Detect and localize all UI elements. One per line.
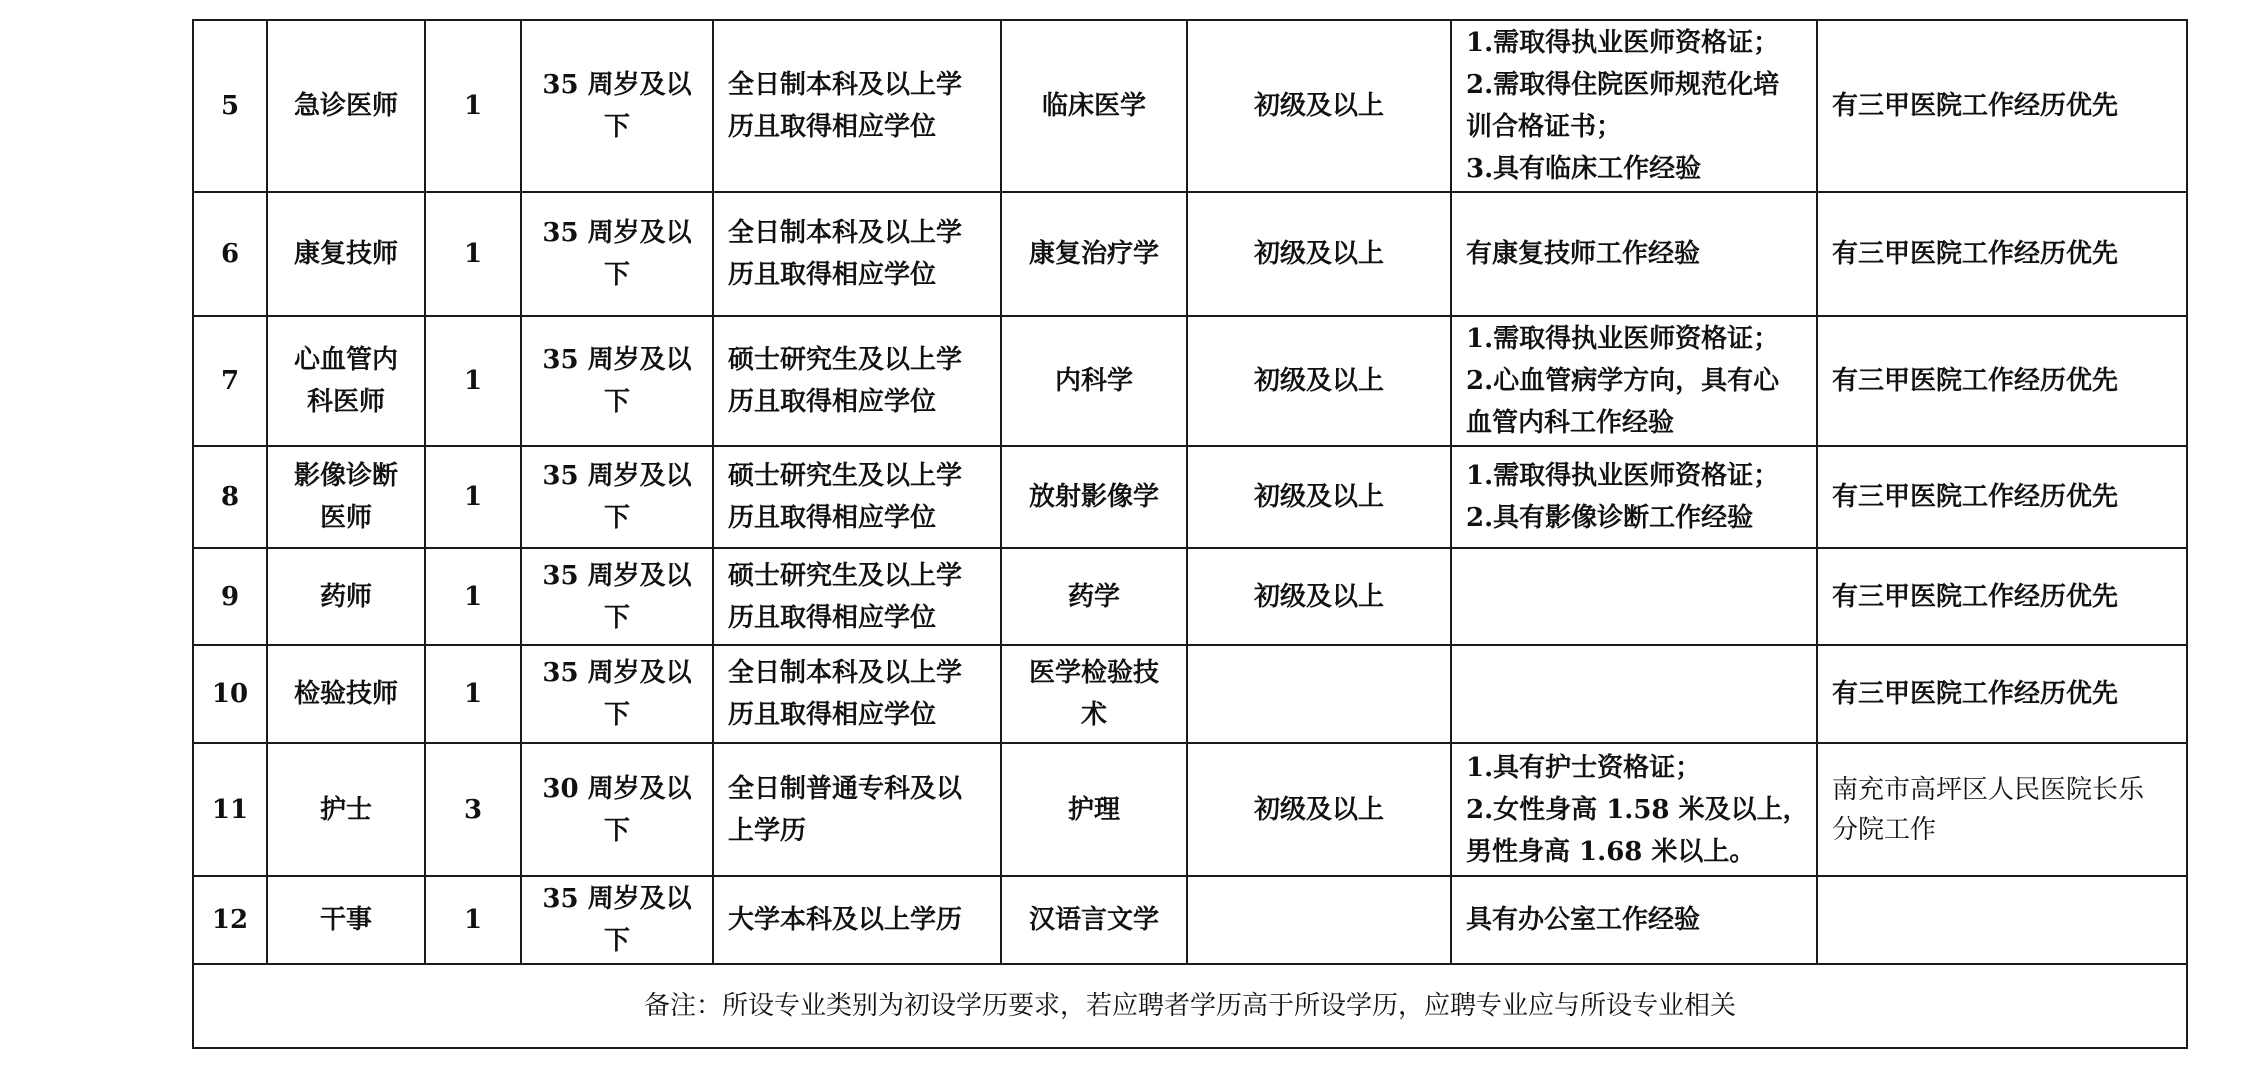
row-index: 11 — [193, 743, 267, 876]
professional-title: 初级及以上 — [1187, 743, 1451, 876]
other-requirements: 1.具有护士资格证； 2.女性身高 1.58 米及以上， 男性身高 1.68 米以上。 — [1451, 743, 1817, 876]
row-index: 9 — [193, 548, 267, 645]
professional-title: 初级及以上 — [1187, 548, 1451, 645]
post-name: 影像诊断 医师 — [267, 446, 425, 548]
age-requirement: 35 周岁及以 下 — [521, 548, 713, 645]
remark-text: 备注：所设专业类别为初设学历要求，若应聘者学历高于所设学历，应聘专业应与所设专业相关 — [193, 964, 2187, 1048]
major: 临床医学 — [1001, 20, 1187, 192]
major: 药学 — [1001, 548, 1187, 645]
post-name: 药师 — [267, 548, 425, 645]
post-name: 心血管内 科医师 — [267, 316, 425, 446]
education-requirement: 全日制本科及以上学 历且取得相应学位 — [713, 20, 1001, 192]
professional-title: 初级及以上 — [1187, 192, 1451, 316]
major: 内科学 — [1001, 316, 1187, 446]
row-index: 5 — [193, 20, 267, 192]
age-requirement: 30 周岁及以 下 — [521, 743, 713, 876]
note — [1817, 876, 2187, 964]
recruitment-table — [192, 19, 2188, 1049]
table-row — [193, 192, 2187, 316]
remark-row — [193, 964, 2187, 1048]
table-row — [193, 645, 2187, 743]
age-requirement: 35 周岁及以 下 — [521, 20, 713, 192]
education-requirement: 大学本科及以上学历 — [713, 876, 1001, 964]
other-requirements: 具有办公室工作经验 — [1451, 876, 1817, 964]
professional-title: 初级及以上 — [1187, 20, 1451, 192]
note: 有三甲医院工作经历优先 — [1817, 192, 2187, 316]
other-requirements: 有康复技师工作经验 — [1451, 192, 1817, 316]
education-requirement: 硕士研究生及以上学 历且取得相应学位 — [713, 316, 1001, 446]
major: 康复治疗学 — [1001, 192, 1187, 316]
note: 有三甲医院工作经历优先 — [1817, 446, 2187, 548]
headcount: 3 — [425, 743, 521, 876]
professional-title — [1187, 645, 1451, 743]
other-requirements — [1451, 645, 1817, 743]
post-name: 康复技师 — [267, 192, 425, 316]
headcount: 1 — [425, 548, 521, 645]
note: 有三甲医院工作经历优先 — [1817, 316, 2187, 446]
post-name: 急诊医师 — [267, 20, 425, 192]
table-row — [193, 20, 2187, 192]
post-name: 检验技师 — [267, 645, 425, 743]
major: 汉语言文学 — [1001, 876, 1187, 964]
headcount: 1 — [425, 192, 521, 316]
education-requirement: 全日制普通专科及以 上学历 — [713, 743, 1001, 876]
major: 医学检验技 术 — [1001, 645, 1187, 743]
other-requirements: 1.需取得执业医师资格证； 2.需取得住院医师规范化培 训合格证书； 3.具有临床工作经验 — [1451, 20, 1817, 192]
headcount: 1 — [425, 645, 521, 743]
other-requirements: 1.需取得执业医师资格证； 2.具有影像诊断工作经验 — [1451, 446, 1817, 548]
headcount: 1 — [425, 316, 521, 446]
post-name: 干事 — [267, 876, 425, 964]
major: 护理 — [1001, 743, 1187, 876]
table-row — [193, 743, 2187, 876]
professional-title — [1187, 876, 1451, 964]
age-requirement: 35 周岁及以 下 — [521, 645, 713, 743]
row-index: 10 — [193, 645, 267, 743]
row-index: 8 — [193, 446, 267, 548]
headcount: 1 — [425, 446, 521, 548]
note: 有三甲医院工作经历优先 — [1817, 645, 2187, 743]
note: 有三甲医院工作经历优先 — [1817, 548, 2187, 645]
professional-title: 初级及以上 — [1187, 446, 1451, 548]
note: 南充市高坪区人民医院长乐 分院工作 — [1817, 743, 2187, 876]
age-requirement: 35 周岁及以 下 — [521, 446, 713, 548]
table-row — [193, 446, 2187, 548]
post-name: 护士 — [267, 743, 425, 876]
education-requirement: 硕士研究生及以上学 历且取得相应学位 — [713, 446, 1001, 548]
table-row — [193, 548, 2187, 645]
note: 有三甲医院工作经历优先 — [1817, 20, 2187, 192]
age-requirement: 35 周岁及以 下 — [521, 192, 713, 316]
education-requirement: 全日制本科及以上学 历且取得相应学位 — [713, 192, 1001, 316]
headcount: 1 — [425, 20, 521, 192]
table-row — [193, 316, 2187, 446]
row-index: 6 — [193, 192, 267, 316]
other-requirements: 1.需取得执业医师资格证； 2.心血管病学方向，具有心 血管内科工作经验 — [1451, 316, 1817, 446]
table-row — [193, 876, 2187, 964]
education-requirement: 全日制本科及以上学 历且取得相应学位 — [713, 645, 1001, 743]
other-requirements — [1451, 548, 1817, 645]
headcount: 1 — [425, 876, 521, 964]
age-requirement: 35 周岁及以 下 — [521, 876, 713, 964]
row-index: 7 — [193, 316, 267, 446]
education-requirement: 硕士研究生及以上学 历且取得相应学位 — [713, 548, 1001, 645]
age-requirement: 35 周岁及以 下 — [521, 316, 713, 446]
major: 放射影像学 — [1001, 446, 1187, 548]
row-index: 12 — [193, 876, 267, 964]
professional-title: 初级及以上 — [1187, 316, 1451, 446]
